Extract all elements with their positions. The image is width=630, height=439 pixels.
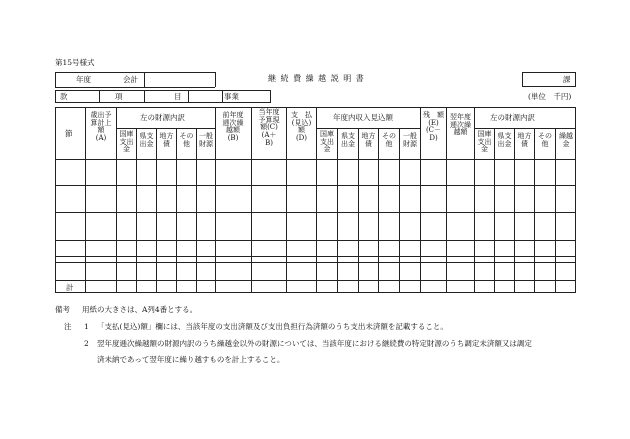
note-1-number: 1 [84,322,89,331]
note-2-number: 2 [84,339,89,348]
biko-text: 用紙の大きさは、A列4番とする。 [82,305,198,314]
col-ken-3: 県支 出金 [497,132,512,148]
col-sonota-2: その 他 [382,132,396,148]
col-chiho-3: 地方 債 [517,132,532,148]
col-remaining-header: 残 額 (E) (C－ D) [423,111,444,143]
right-source-title: 左の財源内訳 [490,113,535,122]
form-number: 第15号様式 [55,58,95,67]
note-1-text: 「支払(見込)額」欄には、当該年度の支出済額及び支出負担行為済額のうち支出未済額を記載すること。 [97,322,448,331]
col-sonota-1: その 他 [179,132,194,148]
kan-label: 款 [60,92,68,101]
col-current-budget-header: 当年度 予算現 額(C) (A＋ B) [258,108,280,147]
moku-label: 目 [174,92,182,101]
col-chiho-2: 地方 債 [361,132,376,148]
col-ken-2: 県支 出金 [341,132,355,148]
col-chiho-1: 地方 債 [159,132,174,148]
note-2-text-line2: 済未納であって翌年度に繰り越すものを計上すること。 [97,355,285,364]
account-label: 会計 [123,75,138,84]
col-budget-header: 歳出予 算計上 額 (A) [90,111,112,143]
unit-label: (単位 千円) [528,92,572,101]
col-next-carry-header: 翌年度 逓次繰 越額 [450,113,471,137]
income-title: 年度内収入見込額 [333,113,393,122]
total-label: 計 [66,283,74,292]
left-source-title: 左の財源内訳 [140,113,185,122]
col-prev-carry-header: 前年度 逓次繰 越額 (B) [222,111,244,143]
section-label: 課 [563,75,571,84]
col-kuri-3: 繰越 金 [559,132,573,148]
col-ippan-2: 一般 財源 [403,132,417,148]
chu-label: 注 [64,322,72,331]
col-payment-header: 支 払 (見込) 額 (D) [291,111,312,143]
document-title: 継 続 費 繰 越 説 明 書 [268,74,365,83]
year-label: 年度 [76,75,91,84]
setsu-header: 節 [65,129,73,138]
col-ken-1: 県支 出金 [139,132,154,148]
jigyou-label: 事業 [224,92,239,101]
col-koko-1: 国庫 支出 金 [119,130,134,154]
col-koko-2: 国庫 支出 金 [320,130,334,154]
kou-label: 項 [115,92,123,101]
biko-label: 備考 [55,305,70,314]
col-koko-3: 国庫 支出 金 [477,130,492,154]
col-ippan-1: 一般 財源 [199,132,213,148]
col-sonota-3: その 他 [538,132,552,148]
note-2-text-line1: 翌年度逓次繰越額の財源内訳のうち繰越金以外の財源については、当該年度における継続費の特定財源のうち調定未済額又は調定 [97,339,532,348]
